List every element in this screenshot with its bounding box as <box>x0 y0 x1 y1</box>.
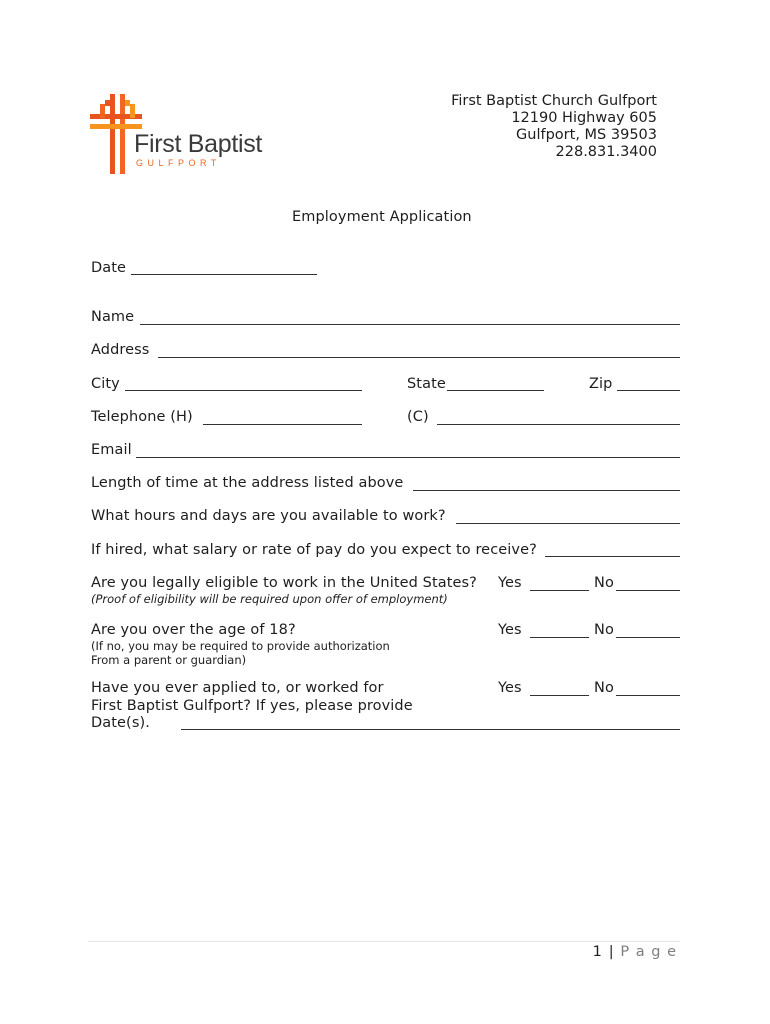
email-label: Email <box>91 442 132 458</box>
age-yes-label: Yes <box>498 622 522 638</box>
zip-field[interactable] <box>617 390 680 391</box>
availability-label: What hours and days are you available to work? <box>91 508 446 524</box>
address-label: Address <box>91 342 150 358</box>
address-field[interactable] <box>158 357 680 358</box>
telephone-home-field[interactable] <box>203 424 362 425</box>
age-note-line1: (If no, you may be required to provide authorization <box>91 639 390 653</box>
footer-divider <box>88 941 680 942</box>
applied-question-line2: First Baptist Gulfport? If yes, please provide <box>91 698 413 714</box>
applied-question-line1: Have you ever applied to, or worked for <box>91 680 384 696</box>
applied-no-label: No <box>594 680 614 696</box>
eligible-note: (Proof of eligibility will be required upon offer of employment) <box>91 592 448 606</box>
church-logo <box>88 92 278 176</box>
telephone-cell-field[interactable] <box>437 424 680 425</box>
age-note-line2: From a parent or guardian) <box>91 653 247 667</box>
date-label: Date <box>91 260 127 276</box>
church-city: Gulfport, MS 39503 <box>516 127 657 143</box>
eligible-question: Are you legally eligible to work in the United States? <box>91 575 477 591</box>
eligible-no-label: No <box>594 575 614 591</box>
applied-no-field[interactable] <box>616 695 680 696</box>
eligible-no-field[interactable] <box>616 590 680 591</box>
church-street: 12190 Highway 605 <box>511 110 657 126</box>
state-field[interactable] <box>447 390 544 391</box>
salary-label: If hired, what salary or rate of pay do you expect to receive? <box>91 542 537 558</box>
applied-dates-field[interactable] <box>181 729 680 730</box>
city-label: City <box>91 376 120 392</box>
availability-field[interactable] <box>456 523 680 524</box>
age-no-label: No <box>594 622 614 638</box>
applied-yes-field[interactable] <box>530 695 589 696</box>
page-number: 1 <box>592 944 602 960</box>
logo-subtitle: GULFPORT <box>136 158 221 168</box>
church-phone: 228.831.3400 <box>555 144 657 160</box>
eligible-yes-label: Yes <box>498 575 522 591</box>
length-at-address-label: Length of time at the address listed above <box>91 475 404 491</box>
page-number-footer <box>593 944 677 961</box>
name-field[interactable] <box>140 324 680 325</box>
telephone-home-label: Telephone (H) <box>91 409 193 425</box>
length-at-address-field[interactable] <box>413 490 680 491</box>
applied-question-line3: Date(s). <box>91 715 150 731</box>
city-field[interactable] <box>125 390 362 391</box>
state-label: State <box>407 376 446 392</box>
age-no-field[interactable] <box>616 637 680 638</box>
age-yes-field[interactable] <box>530 637 589 638</box>
name-label: Name <box>91 309 135 325</box>
page-title: Employment Application <box>292 209 472 225</box>
church-name: First Baptist Church Gulfport <box>451 93 657 109</box>
telephone-cell-label: (C) <box>407 409 429 425</box>
logo-name: First Baptist <box>134 130 263 158</box>
salary-field[interactable] <box>545 556 680 557</box>
page-label: P a g e <box>620 944 677 960</box>
zip-label: Zip <box>589 376 613 392</box>
eligible-yes-field[interactable] <box>530 590 589 591</box>
applied-yes-label: Yes <box>498 680 522 696</box>
age-question: Are you over the age of 18? <box>91 622 296 638</box>
page-separator: | <box>608 944 614 960</box>
date-field[interactable] <box>131 274 317 275</box>
email-field[interactable] <box>136 457 680 458</box>
